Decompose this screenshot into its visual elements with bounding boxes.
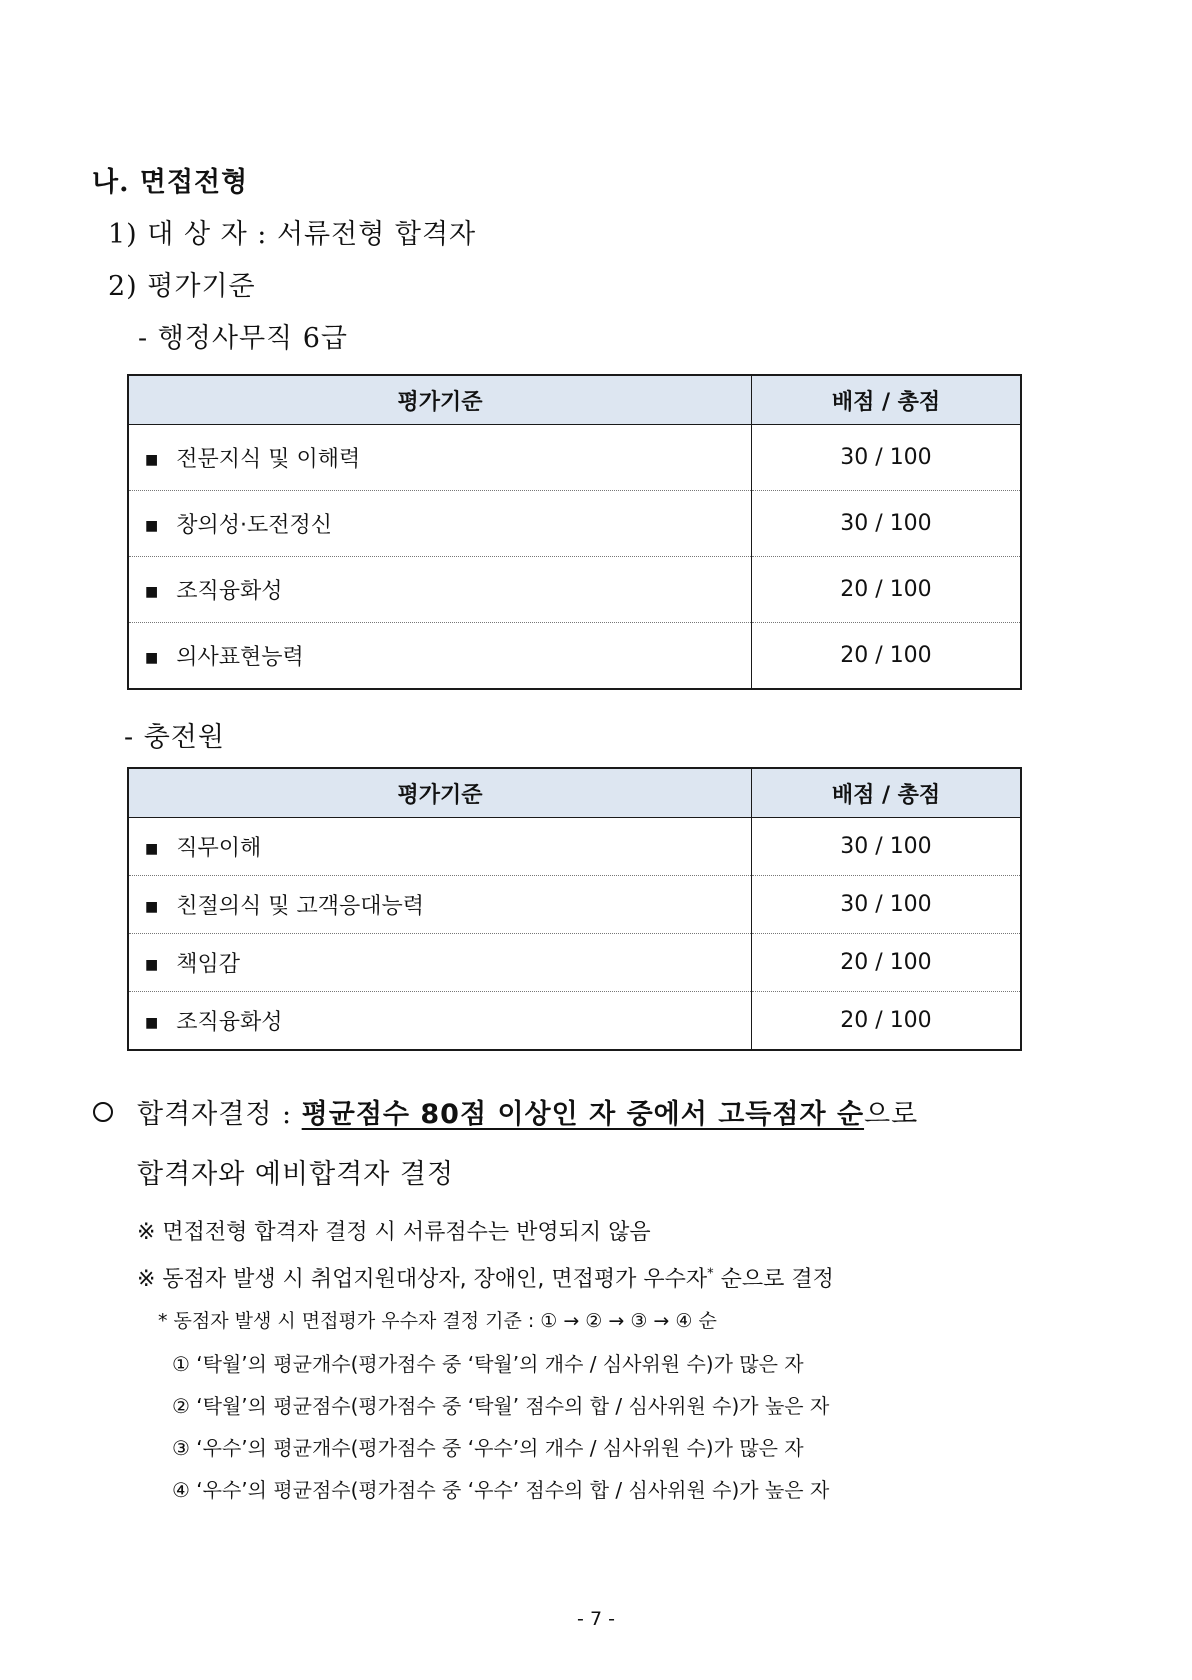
criteria-score: 30 / 100 <box>752 818 1022 876</box>
criteria-name: 창의성·도전정신 <box>176 513 332 538</box>
note-document-score: ※ 면접전형 합격자 결정 시 서류점수는 반영되지 않음 <box>137 1220 651 1245</box>
page-number: - 7 - <box>577 1608 615 1630</box>
footnote-marker: * <box>707 1266 714 1282</box>
criteria-item: 2) 평가기준 <box>108 271 256 302</box>
criteria-name-cell <box>128 425 752 491</box>
target-item: 1) 대 상 자 : 서류전형 합격자 <box>108 219 477 250</box>
criteria-score: 30 / 100 <box>752 491 1022 557</box>
criteria-name-cell <box>128 557 752 623</box>
table-header-row <box>128 768 1021 818</box>
table-row <box>128 557 1021 623</box>
criteria-score: 20 / 100 <box>752 557 1022 623</box>
table-row <box>128 876 1021 934</box>
table-row <box>128 491 1021 557</box>
decision-line <box>137 1092 918 1131</box>
decision-line-2: 합격자와 예비합격자 결정 <box>137 1159 455 1190</box>
decision-label: 합격자결정 : <box>137 1099 302 1130</box>
tie-break-criterion: ④ ‘우수’의 평균점수(평가점수 중 ‘우수’ 점수의 합 / 심사위원 수)가 높은 자 <box>172 1478 830 1502</box>
header-criteria: 평가기준 <box>128 768 752 818</box>
criteria-name: 전문지식 및 이해력 <box>176 447 361 472</box>
header-score: 배점 / 총점 <box>752 375 1022 425</box>
bullet-square-icon: ■ <box>145 452 159 468</box>
criteria-name-cell <box>128 491 752 557</box>
table-row <box>128 818 1021 876</box>
table-row <box>128 623 1021 690</box>
tie-break-criterion: ① ‘탁월’의 평균개수(평가점수 중 ‘탁월’의 개수 / 심사위원 수)가 많은 자 <box>172 1352 804 1376</box>
subsection-charger: - 충전원 <box>124 722 225 753</box>
criteria-score: 20 / 100 <box>840 1008 932 1033</box>
decision-emphasis: 평균점수 80점 이상인 자 중에서 고득점자 순 <box>301 1099 865 1130</box>
criteria-name: 조직융화성 <box>176 579 283 604</box>
criteria-score: 30 / 100 <box>752 425 1022 491</box>
header-criteria: 평가기준 <box>128 375 752 425</box>
note-tie-break-text: ※ 동점자 발생 시 취업지원대상자, 장애인, 면접평가 우수자 <box>137 1267 708 1292</box>
criteria-score: 20 / 100 <box>752 934 1022 992</box>
note-tie-break-order: * 동점자 발생 시 면접평가 우수자 결정 기준 : ① → ② → ③ → ④ 순 <box>158 1310 717 1332</box>
bullet-square-icon: ■ <box>145 584 159 600</box>
criteria-name-cell <box>128 992 752 1051</box>
decision-suffix: 으로 <box>864 1099 919 1130</box>
bullet-square-icon: ■ <box>145 957 159 973</box>
criteria-name: 책임감 <box>176 952 240 977</box>
criteria-name-cell <box>128 934 752 992</box>
table-row <box>128 425 1021 491</box>
criteria-name: 직무이해 <box>176 836 262 861</box>
bullet-square-icon: ■ <box>145 518 159 534</box>
criteria-name: 의사표현능력 <box>176 645 304 670</box>
subsection-admin-grade6: - 행정사무직 6급 <box>138 323 348 354</box>
bullet-square-icon: ■ <box>145 899 159 915</box>
bullet-square-icon: ■ <box>145 1015 159 1031</box>
criteria-name: 친절의식 및 고객응대능력 <box>176 894 424 919</box>
criteria-name-cell <box>128 876 752 934</box>
tie-break-criterion: ③ ‘우수’의 평균개수(평가점수 중 ‘우수’의 개수 / 심사위원 수)가 많은 자 <box>172 1436 804 1460</box>
criteria-table-admin <box>127 374 1022 690</box>
criteria-name: 조직융화성 <box>176 1010 283 1035</box>
tie-break-criterion: ② ‘탁월’의 평균점수(평가점수 중 ‘탁월’ 점수의 합 / 심사위원 수)가 높은 자 <box>172 1394 830 1418</box>
table-row <box>128 992 1021 1051</box>
table-row <box>128 934 1021 992</box>
criteria-table-charger <box>127 767 1022 1051</box>
criteria-name-cell <box>128 623 752 690</box>
bullet-square-icon: ■ <box>145 841 159 857</box>
table-header-row <box>128 375 1021 425</box>
section-title: 나. 면접전형 <box>92 167 249 198</box>
criteria-score: 30 / 100 <box>752 876 1022 934</box>
header-score: 배점 / 총점 <box>752 768 1022 818</box>
criteria-score: 20 / 100 <box>840 643 932 668</box>
criteria-name-cell <box>128 818 752 876</box>
bullet-square-icon: ■ <box>145 650 159 666</box>
note-tie-break <box>137 1262 834 1293</box>
circle-bullet-icon <box>93 1102 113 1122</box>
note-tie-break-tail: 순으로 결정 <box>713 1267 834 1292</box>
